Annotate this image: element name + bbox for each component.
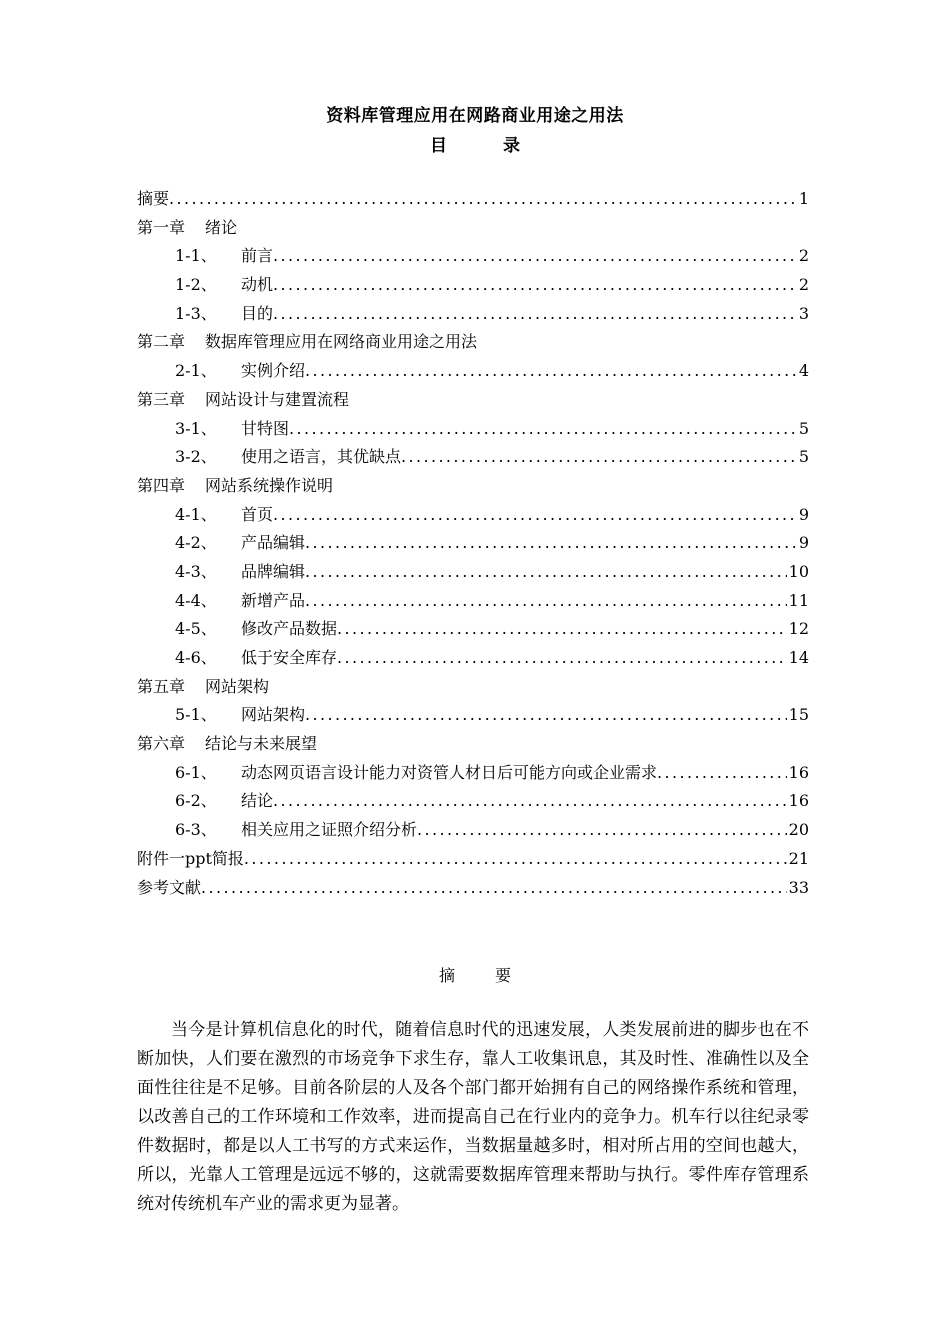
toc-entry-row <box>137 415 809 444</box>
toc-dot-leader <box>273 787 787 816</box>
toc-dot-leader <box>305 529 797 558</box>
toc-section-number: 3-2、 <box>175 447 217 467</box>
toc-section-number: 4-5、 <box>175 619 217 639</box>
toc-dot-leader <box>305 558 787 587</box>
toc-entry-row <box>137 845 809 874</box>
toc-section-number: 2-1、 <box>175 361 217 381</box>
toc-page-number: 21 <box>788 848 809 868</box>
toc-entry-label: 使用之语言，其优缺点 <box>241 447 402 467</box>
toc-heading-char-2: 录 <box>503 136 520 156</box>
toc-chapter-number: 第六章 <box>137 734 186 754</box>
toc-dot-leader <box>289 415 797 444</box>
toc-dot-leader <box>305 357 797 386</box>
toc-entry-row <box>137 443 809 472</box>
abstract-heading-char-1: 摘 <box>438 966 455 985</box>
toc-entry-row <box>137 529 809 558</box>
toc-page-number: 9 <box>798 504 809 524</box>
toc-heading <box>0 131 950 156</box>
toc-section-number: 6-2、 <box>175 791 217 811</box>
toc-page-number: 16 <box>788 762 809 782</box>
toc-entry-label: 相关应用之证照介绍分析 <box>241 820 418 840</box>
toc-entry-label: 网站架构 <box>241 705 306 725</box>
toc-entry-label: 附件一ppt简报 <box>137 848 244 868</box>
toc-entry-label: 前言 <box>241 246 274 266</box>
toc-entry-label: 动态网页语言设计能力对资管人材日后可能方向或企业需求 <box>241 762 658 782</box>
toc-dot-leader <box>337 615 787 644</box>
toc-section-number: 4-4、 <box>175 590 217 610</box>
toc-heading-char-1: 目 <box>430 136 447 156</box>
toc-entry-label: 低于安全库存 <box>241 648 338 667</box>
toc-chapter-row <box>137 730 809 759</box>
toc-page-number: 11 <box>788 590 809 610</box>
toc-entry-label: 首页 <box>241 504 274 524</box>
toc-page-number: 12 <box>788 619 809 639</box>
toc-dot-leader <box>273 300 797 329</box>
abstract-heading-char-2: 要 <box>495 966 512 985</box>
toc-section-number: 1-2、 <box>175 275 217 295</box>
toc-section-number: 3-1、 <box>175 418 217 438</box>
toc-chapter-number: 第五章 <box>137 676 186 696</box>
toc-entry-label: 产品编辑 <box>241 533 306 553</box>
toc-page-number: 3 <box>798 303 809 323</box>
toc-entry-row <box>137 701 809 730</box>
toc-entry-label: 动机 <box>241 275 274 295</box>
toc-section-number: 4-6、 <box>175 648 217 667</box>
toc-chapter-row <box>137 386 809 415</box>
toc-page-number: 33 <box>788 877 809 897</box>
toc-page-number: 2 <box>798 275 809 295</box>
document-title: 资料库管理应用在网路商业用途之用法 <box>326 106 624 126</box>
toc-section-number: 4-1、 <box>175 504 217 524</box>
toc-entry-row <box>137 558 809 587</box>
toc-dot-leader <box>273 271 797 300</box>
toc-entry-label: 新增产品 <box>241 590 306 610</box>
toc-section-number: 4-3、 <box>175 561 217 581</box>
toc-dot-leader <box>244 845 787 874</box>
toc-dot-leader <box>273 242 797 271</box>
toc-entry-label: 目的 <box>241 303 274 323</box>
toc-entry-label: 品牌编辑 <box>241 561 306 581</box>
toc-chapter-number: 第四章 <box>137 475 186 495</box>
toc-page-number: 4 <box>798 361 809 381</box>
toc-entry-row <box>137 615 809 644</box>
toc-entry-label: 绪论 <box>205 217 238 237</box>
toc-entry-row <box>137 357 809 386</box>
toc-entry-label: 数据库管理应用在网络商业用途之用法 <box>205 332 478 352</box>
table-of-contents <box>137 185 809 902</box>
toc-entry-row <box>137 759 809 788</box>
toc-section-number: 4-2、 <box>175 533 217 553</box>
toc-dot-leader <box>401 443 797 472</box>
abstract-heading <box>0 963 950 986</box>
toc-chapter-row <box>137 472 809 501</box>
toc-entry-row <box>137 787 809 816</box>
toc-page-number: 14 <box>788 648 809 667</box>
toc-page-number: 20 <box>788 820 809 840</box>
toc-page-number: 5 <box>798 447 809 467</box>
toc-entry-row <box>137 242 809 271</box>
toc-entry-row <box>137 816 809 845</box>
toc-entry-row <box>137 874 809 903</box>
toc-dot-leader <box>273 501 797 530</box>
toc-entry-label: 网站系统操作说明 <box>205 475 334 495</box>
toc-chapter-row <box>137 673 809 702</box>
toc-entry-row <box>137 271 809 300</box>
toc-chapter-number: 第三章 <box>137 389 186 409</box>
toc-page-number: 5 <box>798 418 809 438</box>
toc-entry-label: 网站架构 <box>205 676 270 696</box>
toc-page-number: 1 <box>798 189 809 208</box>
toc-page-number: 10 <box>788 561 809 581</box>
toc-section-number: 1-3、 <box>175 303 217 323</box>
toc-page-number: 9 <box>798 533 809 553</box>
toc-entry-label: 结论与未来展望 <box>205 734 318 754</box>
toc-entry-label: 甘特图 <box>241 418 290 438</box>
toc-page-number: 16 <box>788 791 809 811</box>
toc-entry-row <box>137 501 809 530</box>
toc-dot-leader <box>201 874 787 903</box>
toc-entry-row <box>137 587 809 616</box>
toc-dot-leader <box>305 587 787 616</box>
toc-entry-label: 网站设计与建置流程 <box>205 389 350 409</box>
toc-section-number: 6-3、 <box>175 820 217 840</box>
toc-dot-leader <box>169 185 797 214</box>
toc-dot-leader <box>657 759 787 788</box>
toc-section-number: 6-1、 <box>175 762 217 782</box>
abstract-paragraph: 当今是计算机信息化的时代，随着信息时代的迅速发展，人类发展前进的脚步也在不断加快，人们要在激烈的市场竞争下求生存，靠人工收集讯息，其及时性、准确性以及全面性往往是不足够。目前各阶层的人及各个部门都开始拥有自己的网络操作系统和管理，以改善自己的工作环境和工作效率，进而提高自己在行业内的竞争力。机车行以往纪录零件数据时，都是以人工书写的方式来运作，当数据量越多时，相对所占用的空间也越大，所以，光靠人工管理是远远不够的，这就需要数据库管理来帮助与执行。零件库存管理系统对传统机车产业的需求更为显著。 <box>137 1020 809 1214</box>
toc-dot-leader <box>337 644 787 673</box>
toc-entry-label: 结论 <box>241 791 274 811</box>
toc-chapter-number: 第一章 <box>137 217 186 237</box>
toc-chapter-row <box>137 214 809 243</box>
toc-chapter-row <box>137 328 809 357</box>
toc-entry-label: 实例介绍 <box>241 361 306 381</box>
toc-entry-row <box>137 644 809 673</box>
toc-page-number: 2 <box>798 246 809 266</box>
toc-entry-label: 修改产品数据 <box>241 619 338 639</box>
toc-dot-leader <box>417 816 787 845</box>
toc-section-number: 1-1、 <box>175 246 217 266</box>
toc-dot-leader <box>305 701 787 730</box>
toc-entry-label: 摘要 <box>137 189 170 208</box>
toc-section-number: 5-1、 <box>175 705 217 725</box>
toc-entry-row <box>137 185 809 214</box>
toc-entry-label: 参考文献 <box>137 877 202 897</box>
toc-chapter-number: 第二章 <box>137 332 186 352</box>
toc-page-number: 15 <box>788 705 809 725</box>
toc-entry-row <box>137 300 809 329</box>
